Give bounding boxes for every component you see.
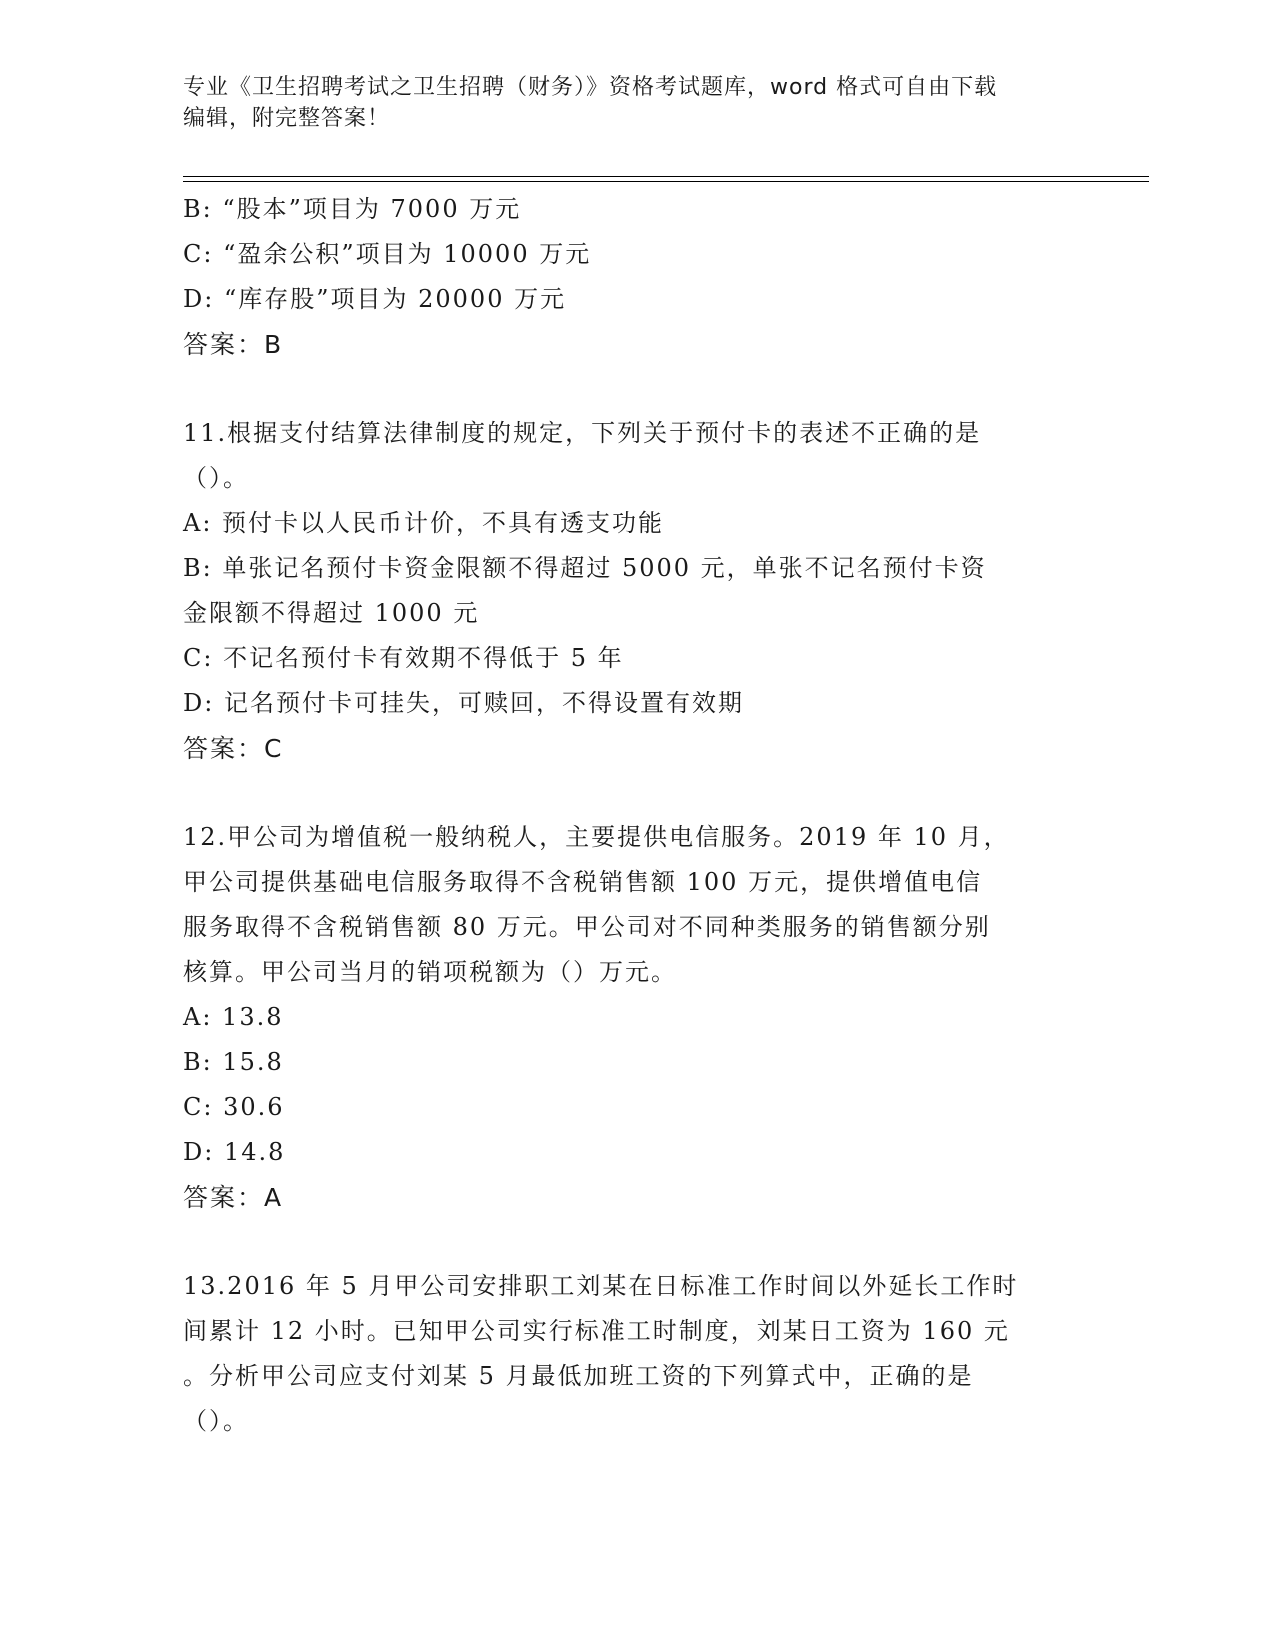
question-stem-line: 。分析甲公司应支付刘某 5 月最低加班工资的下列算式中，正确的是: [183, 1362, 974, 1390]
question-stem-line: 13.2016 年 5 月甲公司安排职工刘某在日标准工作时间以外延长工作时: [183, 1272, 1019, 1300]
question-stem-line: 11.根据支付结算法律制度的规定，下列关于预付卡的表述不正确的是: [183, 419, 982, 447]
option-d: D: “库存股”项目为 20000 万元: [183, 285, 567, 313]
option-b: B: 单张记名预付卡资金限额不得超过 5000 元，单张不记名预付卡资: [183, 554, 987, 582]
header-title-line-2: 编辑，附完整答案！: [183, 106, 391, 131]
option-b: B: 15.8: [183, 1048, 284, 1076]
question-spacer: [183, 1220, 1083, 1264]
option-d: D: 记名预付卡可挂失，可赎回，不得设置有效期: [183, 689, 744, 717]
question-stem-line: （）。: [183, 1407, 249, 1435]
header-divider-bottom: [183, 181, 1149, 182]
answer-line: 答案：A: [183, 1183, 284, 1212]
question-13: [183, 1264, 1083, 1444]
header-divider-top: [183, 176, 1149, 177]
question-stem-line: 服务取得不含税销售额 80 万元。甲公司对不同种类服务的销售额分别: [183, 913, 991, 941]
question-stem-line: （）。: [183, 464, 249, 492]
option-a: A: 13.8: [183, 1003, 284, 1031]
header-title-line-1: 专业《卫生招聘考试之卫生招聘（财务）》资格考试题库，word 格式可自由下载: [183, 75, 998, 100]
question-stem-line: 12.甲公司为增值税一般纳税人，主要提供电信服务。2019 年 10 月，: [183, 823, 1010, 851]
question-stem-line: 甲公司提供基础电信服务取得不含税销售额 100 万元，提供增值电信: [183, 868, 983, 896]
question-spacer: [183, 367, 1083, 411]
document-body: [183, 187, 1083, 1444]
option-a: A: 预付卡以人民币计价，不具有透支功能: [183, 509, 665, 537]
question-spacer: [183, 771, 1083, 815]
option-c: C: 30.6: [183, 1093, 285, 1121]
answer-line: 答案：C: [183, 734, 284, 763]
option-b: B: “股本”项目为 7000 万元: [183, 195, 522, 223]
option-d: D: 14.8: [183, 1138, 286, 1166]
question-stem-line: 间累计 12 小时。已知甲公司实行标准工时制度，刘某日工资为 160 元: [183, 1317, 1010, 1345]
option-c: C: “盈余公积”项目为 10000 万元: [183, 240, 592, 268]
question-stem-line: 核算。甲公司当月的销项税额为（）万元。: [183, 958, 677, 986]
document-header: [183, 72, 1063, 134]
question-11: [183, 411, 1083, 771]
option-c: C: 不记名预付卡有效期不得低于 5 年: [183, 644, 624, 672]
answer-line: 答案：B: [183, 330, 284, 359]
question-12: [183, 815, 1083, 1220]
previous-question-tail: [183, 187, 1083, 367]
option-b-continued: 金限额不得超过 1000 元: [183, 599, 480, 627]
